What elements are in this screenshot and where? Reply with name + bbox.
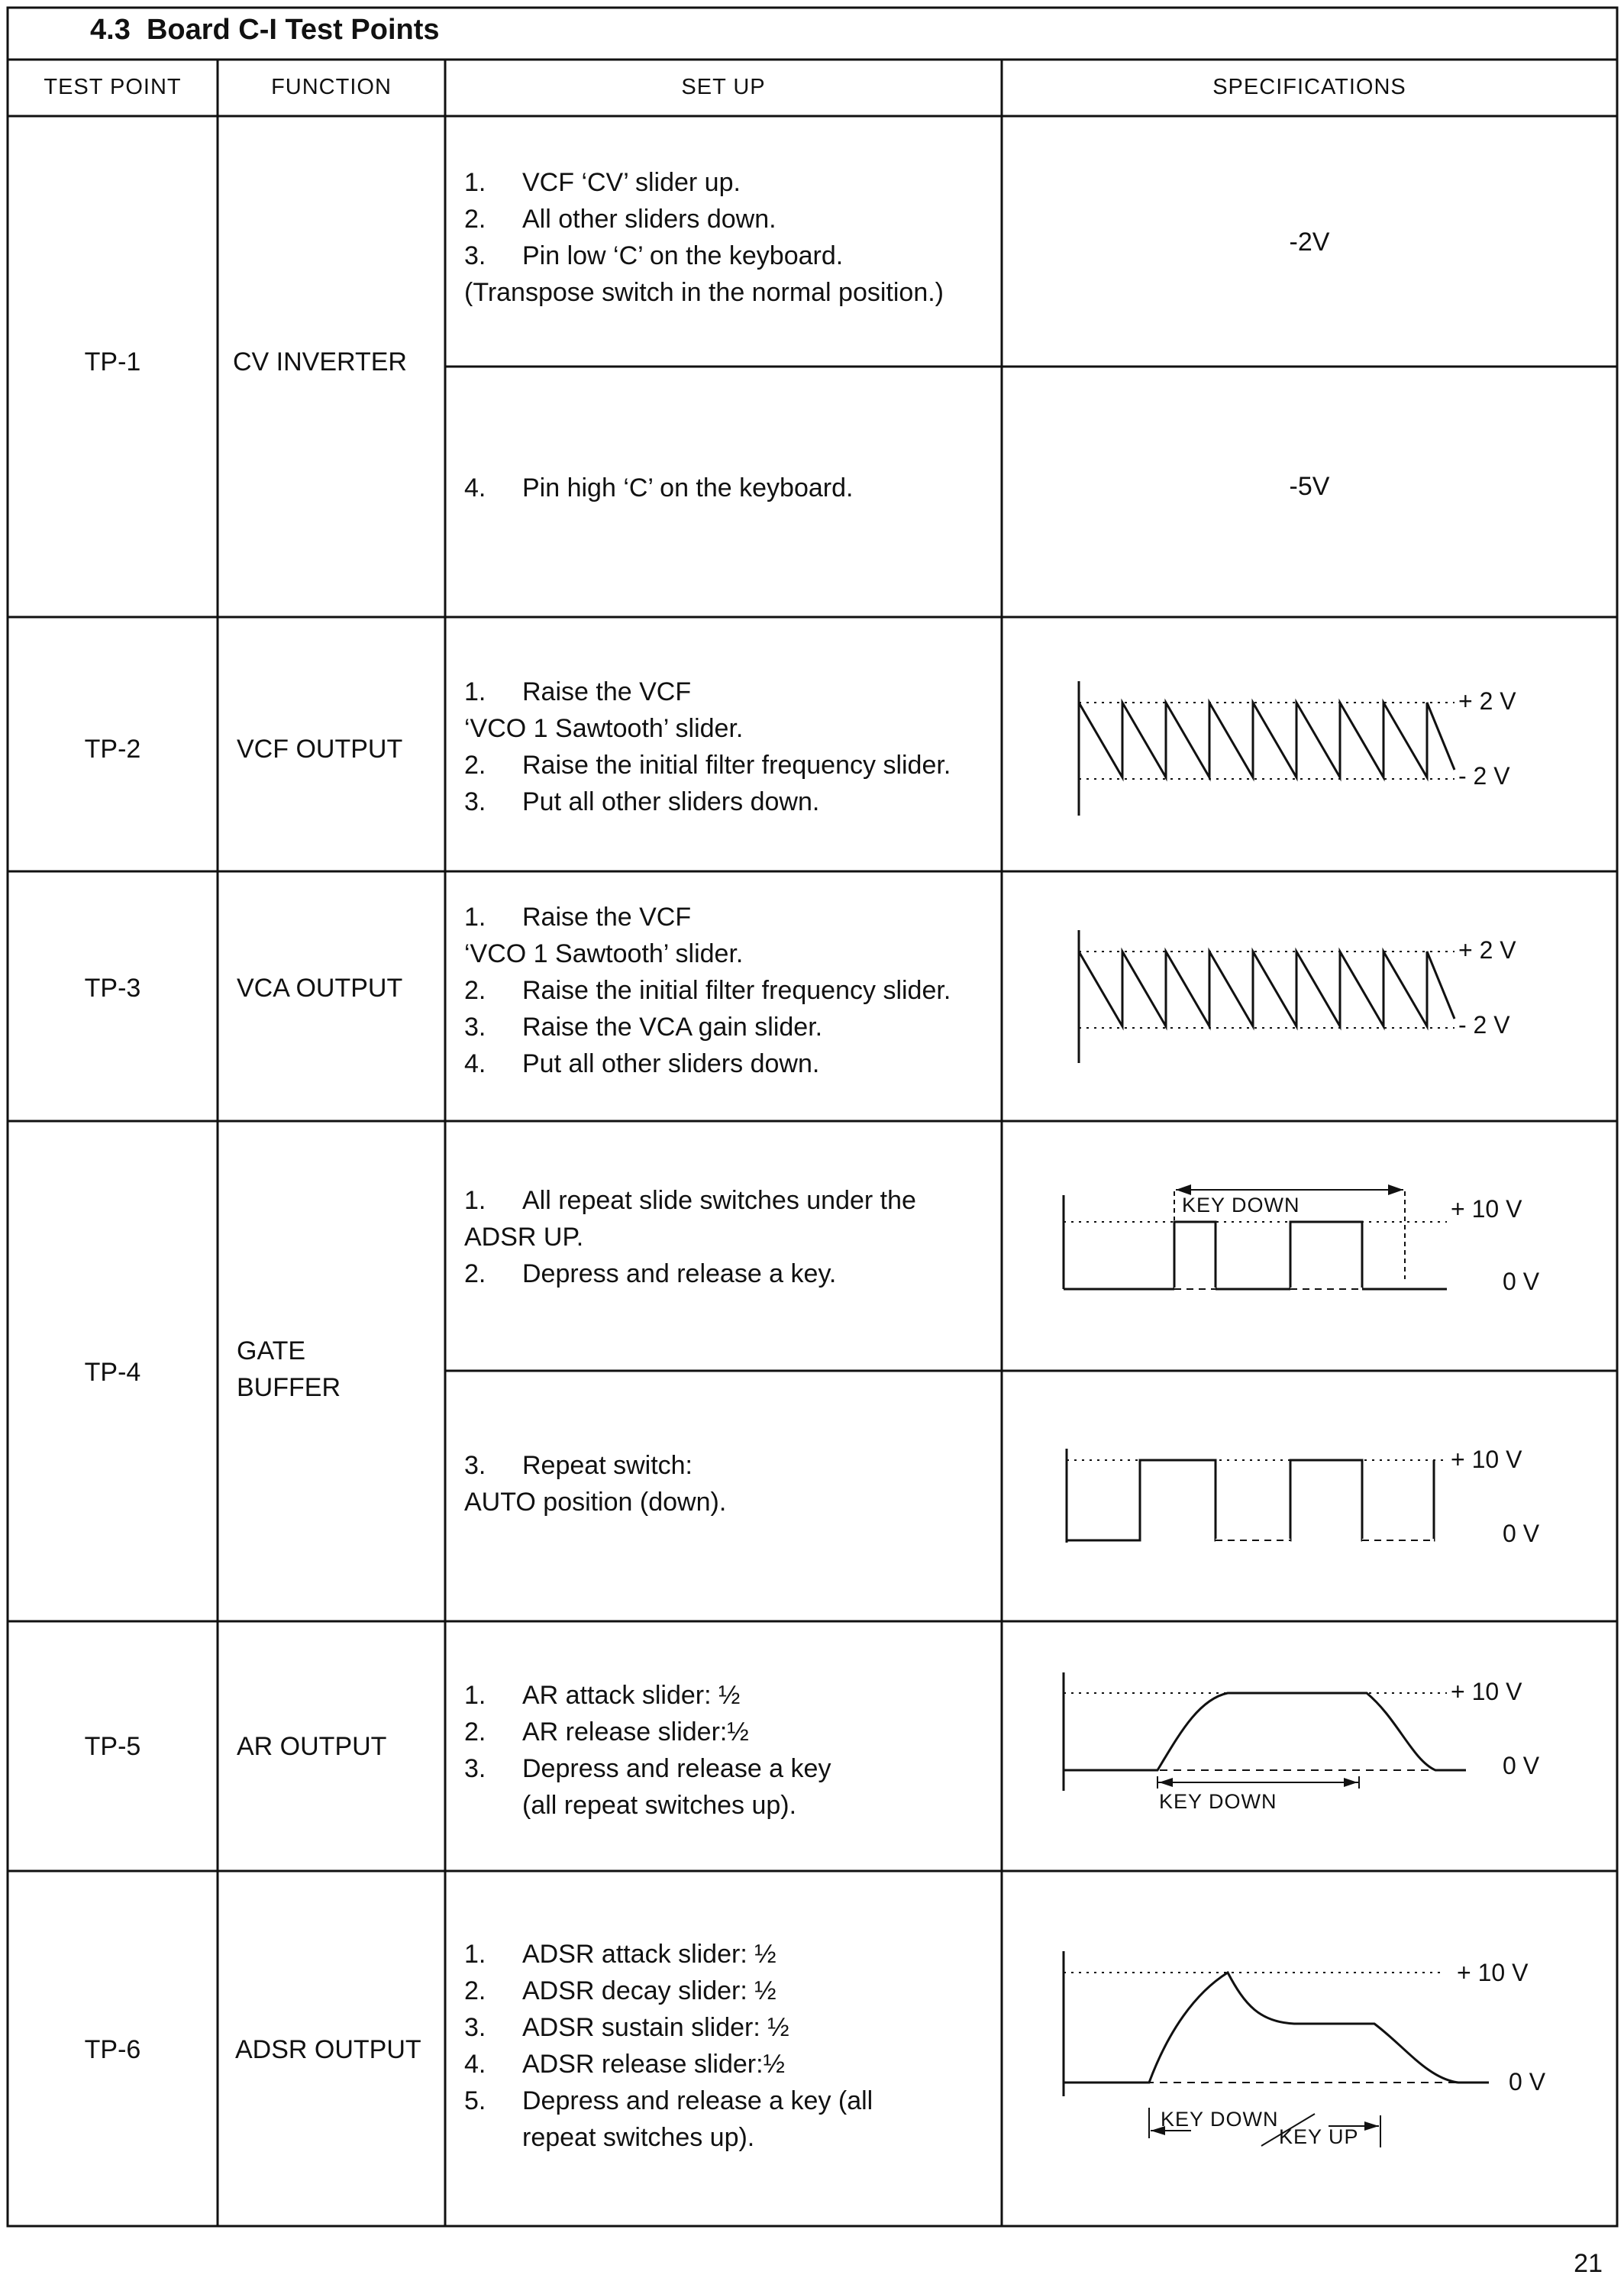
wave-bottom-label-tp5: 0 V <box>1503 1752 1540 1779</box>
header-set-up: SET UP <box>681 75 766 99</box>
setup-tp4-a: 1. All repeat slide switches under the ADSR UP. 2. Depress and release a key. <box>464 1186 916 1288</box>
test-point-tp2: TP-2 <box>84 735 141 764</box>
header-function: FUNCTION <box>271 75 392 99</box>
function-tp4: GATE BUFFER <box>237 1336 341 1402</box>
function-tp6: ADSR OUTPUT <box>235 2035 421 2064</box>
key-down-annotation-tp5: KEY DOWN <box>1159 1790 1277 1813</box>
wave-bottom-label-tp2: - 2 V <box>1458 762 1510 790</box>
wave-top-label-tp4a: + 10 V <box>1451 1195 1522 1223</box>
test-point-tp6: TP-6 <box>84 2035 141 2064</box>
wave-bottom-label-tp4a: 0 V <box>1503 1268 1540 1295</box>
section-number: 4.3 <box>90 14 131 46</box>
header-test-point: TEST POINT <box>44 75 182 99</box>
spec-tp1-b: -5V <box>1289 472 1330 501</box>
wave-top-label-tp3: + 2 V <box>1458 936 1516 964</box>
setup-tp1-b: 4. Pin high ‘C’ on the keyboard. <box>464 473 854 502</box>
sawtooth-waveform-tp3 <box>1079 930 1454 1063</box>
function-tp2: VCF OUTPUT <box>237 735 403 764</box>
setup-tp4-b: 3. Repeat switch: AUTO position (down). <box>464 1451 727 1517</box>
wave-top-label-tp5: + 10 V <box>1451 1678 1522 1705</box>
section-title-text: Board C-I Test Points <box>146 14 440 46</box>
function-tp3: VCA OUTPUT <box>237 974 403 1003</box>
wave-top-label-tp4b: + 10 V <box>1451 1446 1522 1473</box>
setup-tp2: 1. Raise the VCF ‘VCO 1 Sawtooth’ slider. 2. Raise the initial filter frequency slider. 3. Put all other sliders down. <box>464 677 951 816</box>
ar-envelope-waveform-tp5 <box>1064 1672 1466 1791</box>
setup-tp5: 1. AR attack slider: ½ 2. AR release slider:½ 3. Depress and release a key (all repeat switches up). <box>464 1681 831 1820</box>
setup-tp6: 1. ADSR attack slider: ½ 2. ADSR decay slider: ½ 3. ADSR sustain slider: ½ 4. ADSR release slider:½ 5. Depress and release a key (all repeat switches up). <box>464 1940 873 2152</box>
key-down-annotation-tp6: KEY DOWN <box>1161 2108 1279 2131</box>
sawtooth-waveform-tp2 <box>1079 681 1454 816</box>
test-point-tp5: TP-5 <box>84 1732 141 1761</box>
test-point-tp3: TP-3 <box>84 974 141 1003</box>
key-down-annotation-tp4: KEY DOWN <box>1182 1194 1300 1217</box>
wave-top-label-tp6: + 10 V <box>1457 1959 1529 1986</box>
function-tp1: CV INVERTER <box>233 347 407 376</box>
spec-tp1-a: -2V <box>1289 228 1330 257</box>
wave-bottom-label-tp6: 0 V <box>1509 2068 1546 2096</box>
wave-bottom-label-tp3: - 2 V <box>1458 1011 1510 1039</box>
test-point-tp4: TP-4 <box>84 1358 141 1387</box>
key-up-annotation-tp6: KEY UP <box>1279 2125 1359 2148</box>
wave-bottom-label-tp4b: 0 V <box>1503 1520 1540 1547</box>
test-point-tp1: TP-1 <box>84 347 141 376</box>
setup-tp1-a: 1. VCF ‘CV’ slider up. 2. All other sliders down. 3. Pin low ‘C’ on the keyboard. (Transpose switch in the normal position.) <box>464 168 944 307</box>
section-title <box>90 14 440 47</box>
wave-top-label-tp2: + 2 V <box>1458 687 1516 715</box>
square-waveform-tp4 <box>1067 1449 1447 1543</box>
setup-tp3: 1. Raise the VCF ‘VCO 1 Sawtooth’ slider. 2. Raise the initial filter frequency slider. 3. Raise the VCA gain slider. 4. Put all other sliders down. <box>464 903 951 1078</box>
function-tp5: AR OUTPUT <box>237 1732 387 1761</box>
header-specifications: SPECIFICATIONS <box>1212 75 1406 99</box>
page-number: 21 <box>1574 2249 1603 2278</box>
